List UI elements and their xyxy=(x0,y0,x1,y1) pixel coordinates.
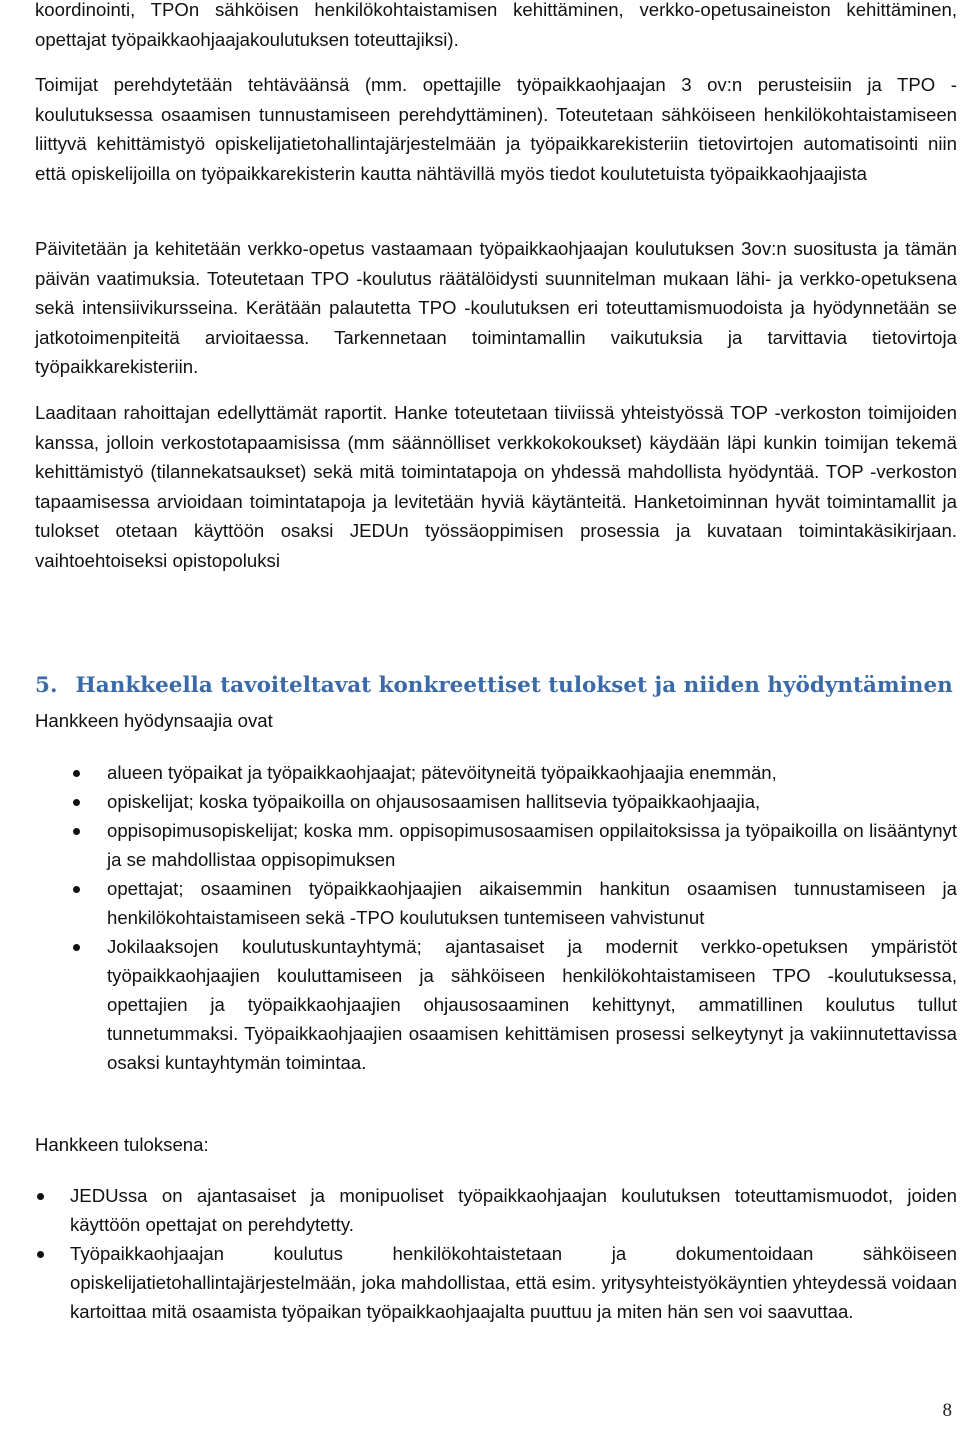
list-item: Jokilaaksojen koulutuskuntayhtymä; ajantasaiset ja modernit verkko-opetuksen ympäristöt työpaikkaohjaajien kouluttamiseen ja sähköiseen henkilökohtaistamiseen TPO -koulutuksessa, opettajien ja työpaikkaohjaajien ohjausosaaminen kehittynyt, ammatillinen koulutus tullut tunnetummaksi. Työpaikkaohjaajien osaamisen kehittämisen prosessi selkeytynyt ja vakiinnutettavissa osaksi kuntayhtymän toimintaa. xyxy=(107,932,957,1077)
results-intro: Hankkeen tuloksena: xyxy=(35,1134,209,1155)
paragraph-coordination: koordinointi, TPOn sähköisen henkilökohtaistamisen kehittäminen, verkko-opetusaineiston kehittäminen, opettajat työpaikkaohjaajakoulutuksen toteuttajiksi). xyxy=(35,0,957,50)
beneficiaries-list xyxy=(107,758,957,1077)
list-item: alueen työpaikat ja työpaikkaohjaajat; pätevöityneitä työpaikkaohjaajia enemmän, xyxy=(107,758,957,787)
beneficiaries-intro: Hankkeen hyödynsaajia ovat xyxy=(35,710,273,731)
bullet-icon xyxy=(37,1193,44,1200)
list-item: Työpaikkaohjaajan koulutus henkilökohtaistetaan ja dokumentoidaan sähköiseen opiskelijatietohallintajärjestelmään, joka mahdollistaa, että esim. yritysyhteistyökäyntien yhteydessä voidaan kartoittaa mitä osaamista työpaikan työpaikkaohjaajalta puuttuu ja miten hän sen voi saavuttaa. xyxy=(70,1239,957,1326)
page-number: 8 xyxy=(942,1400,952,1421)
section-title: Hankkeella tavoiteltavat konkreettiset tulokset ja niiden hyödyntäminen xyxy=(75,673,953,698)
list-item: opiskelijat; koska työpaikoilla on ohjausosaamisen hallitsevia työpaikkaohjaajia, xyxy=(107,787,957,816)
paragraph-orientation: Toimijat perehdytetään tehtäväänsä (mm. opettajille työpaikkaohjaajan 3 ov:n perusteisiin ja TPO -koulutuksessa osaamisen tunnustamiseen perehdyttäminen). Toteutetaan sähköiseen henkilökohtaistamiseen liittyvä kehittämistyö opiskelijatietohallintajärjestelmään ja työpaikkarekisteriin tietovirtojen automatisointi niin että opiskelijoilla on työpaikkarekisterin kautta nähtävillä myös tiedot koulutetuista työpaikkaohjaajista xyxy=(35,74,957,184)
bullet-icon xyxy=(73,944,80,951)
paragraph-reporting: Laaditaan rahoittajan edellyttämät raportit. Hanke toteutetaan tiiviissä yhteistyössä TOP -verkoston toimijoiden kanssa, jolloin verkostotapaamisissa (mm säännölliset verkkokokoukset) käydään läpi kunkin toimijan tekemä kehittämistyö (tilannekatsaukset) sekä mitä toimintatapoja on yhdessä mahdollista hyödyntää. TOP -verkoston tapaamisessa arvioidaan toimintatapoja ja levitetään hyviä käytänteitä. Hanketoiminnan hyvät toimintamallit ja tulokset otetaan käyttöön osaksi JEDUn työssäoppimisen prosessia ja kuvataan toimintakäsikirjaan. vaihtoehtoiseksi opistopoluksi xyxy=(35,402,957,571)
bullet-icon xyxy=(37,1251,44,1258)
results-list xyxy=(70,1181,957,1326)
paragraph-online-teaching: Päivitetään ja kehitetään verkko-opetus vastaamaan työpaikkaohjaajan koulutuksen 3ov:n suositusta ja tämän päivän vaatimuksia. Toteutetaan TPO -koulutus räätälöidysti suunnitelman mukaan lähi- ja verkko-opetuksena sekä intensiivikursseina. Kerätään palautetta TPO -koulutuksen eri toteuttamismuodoista ja hyödynnetään se jatkotoimenpiteitä arvioitaessa. Tarkennetaan toimintamallin vaikutuksia ja tarvittavia tietovirtoja työpaikkarekisteriin. xyxy=(35,238,957,378)
section-heading xyxy=(35,673,953,698)
bullet-icon xyxy=(73,828,80,835)
list-item: JEDUssa on ajantasaiset ja monipuoliset työpaikkaohjaajan koulutuksen toteuttamismuodot, joiden käyttöön opettajat on perehdytetty. xyxy=(70,1181,957,1239)
bullet-icon xyxy=(73,886,80,893)
list-item: opettajat; osaaminen työpaikkaohjaajien aikaisemmin hankitun osaamisen tunnustamiseen ja henkilökohtaistamiseen sekä -TPO koulutuksen tuntemiseen vahvistunut xyxy=(107,874,957,932)
bullet-icon xyxy=(73,799,80,806)
section-number: 5. xyxy=(35,673,58,698)
list-item: oppisopimusopiskelijat; koska mm. oppisopimusosaamisen oppilaitoksissa ja työpaikoilla on lisääntynyt ja se mahdollistaa oppisopimuksen xyxy=(107,816,957,874)
bullet-icon xyxy=(73,770,80,777)
